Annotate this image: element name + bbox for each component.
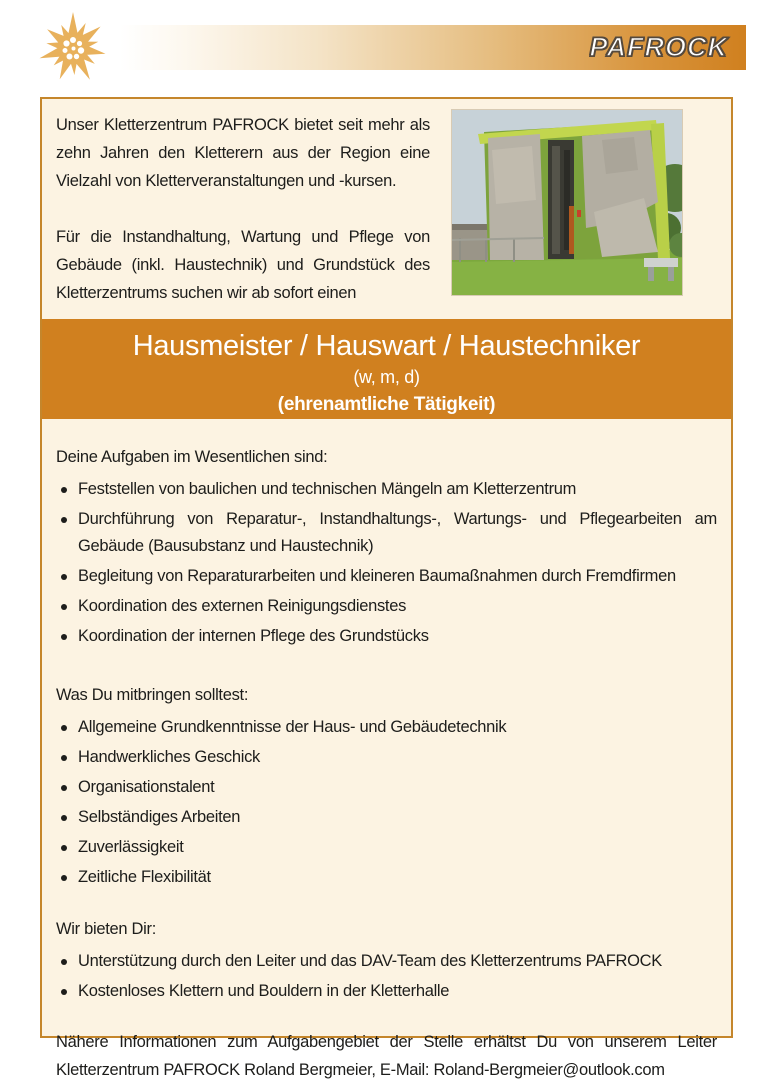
bullet-dot-icon [61,725,67,731]
bullet-dot-icon [61,634,67,640]
offer-list [56,948,717,1005]
job-title-banner [42,319,731,419]
bullet-dot-icon [61,487,67,493]
bullet-dot-icon [61,875,67,881]
bullet-dot-icon [61,815,67,821]
list-item-text: Koordination des externen Reinigungsdienstes [78,597,407,615]
bullet-dot-icon [61,785,67,791]
job-gender-note: (w, m, d) [353,367,420,387]
list-item-text: Feststellen von baulichen und technischen Mängeln am Kletterzentrum [78,480,577,498]
climbing-center-photo [452,110,682,295]
bullet-dot-icon [61,989,67,995]
list-item [56,593,717,620]
list-item-text: Zuverlässigkeit [78,838,184,856]
list-item-text: Begleitung von Reparaturarbeiten und kleineren Baumaßnahmen durch Fremdfirmen [78,567,676,585]
list-item [56,978,717,1005]
list-item [56,476,717,503]
list-item [56,834,717,861]
intro-paragraph-1: Unser Kletterzentrum PAFROCK bietet seit mehr als zehn Jahren den Kletterern aus der Region eine Vielzahl von Kletterveranstaltungen und -kursen. [56,116,430,190]
list-item-text: Kostenloses Klettern und Bouldern in der Kletterhalle [78,982,450,1000]
edelweiss-flower-icon [32,4,114,90]
list-item-text: Selbständiges Arbeiten [78,808,241,826]
list-item-text: Unterstützung durch den Leiter und das DAV-Team des Kletterzentrums PAFROCK [78,952,663,970]
list-item [56,714,717,741]
header-gradient-bar [120,25,746,70]
bullet-dot-icon [61,574,67,580]
content-panel [40,97,733,1079]
bullet-dot-icon [61,845,67,851]
bullet-dot-icon [61,604,67,610]
list-item [56,623,717,650]
list-item [56,563,717,590]
bullet-dot-icon [61,959,67,965]
profile-heading: Was Du mitbringen solltest: [56,686,249,704]
list-item-text: Handwerkliches Geschick [78,748,261,766]
job-title: Hausmeister / Hauswart / Haustechniker [132,330,641,362]
offer-heading: Wir bieten Dir: [56,920,157,938]
intro-paragraph-2: Für die Instandhaltung, Wartung und Pflege von Gebäude (inkl. Haustechnik) und Grundstück des Kletterzentrums suchen wir ab sofort einen [56,228,430,302]
list-item-text: Durchführung von Reparatur-, Instandhaltungs-, Wartungs- und Pflegearbeiten am Gebäude (Bausubstanz und Haustechnik) [78,510,717,555]
brand-wordmark: PAFROCK [589,32,728,62]
tasks-list [56,476,717,650]
list-item [56,948,717,975]
list-item [56,864,717,891]
tasks-heading: Deine Aufgaben im Wesentlichen sind: [56,448,328,466]
list-item-text: Koordination der internen Pflege des Grundstücks [78,627,429,645]
profile-list [56,714,717,891]
list-item-text: Allgemeine Grundkenntnisse der Haus- und Gebäudetechnik [78,718,507,736]
intro-section [56,99,717,307]
list-item [56,506,717,560]
bullet-dot-icon [61,517,67,523]
list-item-text: Organisationstalent [78,778,215,796]
contact-info-text: Nähere Informationen zum Aufgabengebiet der Stelle erhältst Du von unserem Leiter Kletterzentrum PAFROCK Roland Bergmeier, E-Mail: Roland-Bergmeier@outlook.com [56,1033,717,1079]
list-item [56,804,717,831]
list-item-text: Zeitliche Flexibilität [78,868,211,886]
bullet-dot-icon [61,755,67,761]
list-item [56,774,717,801]
list-item [56,744,717,771]
job-volunteer-note: (ehrenamtliche Tätigkeit) [277,394,496,415]
